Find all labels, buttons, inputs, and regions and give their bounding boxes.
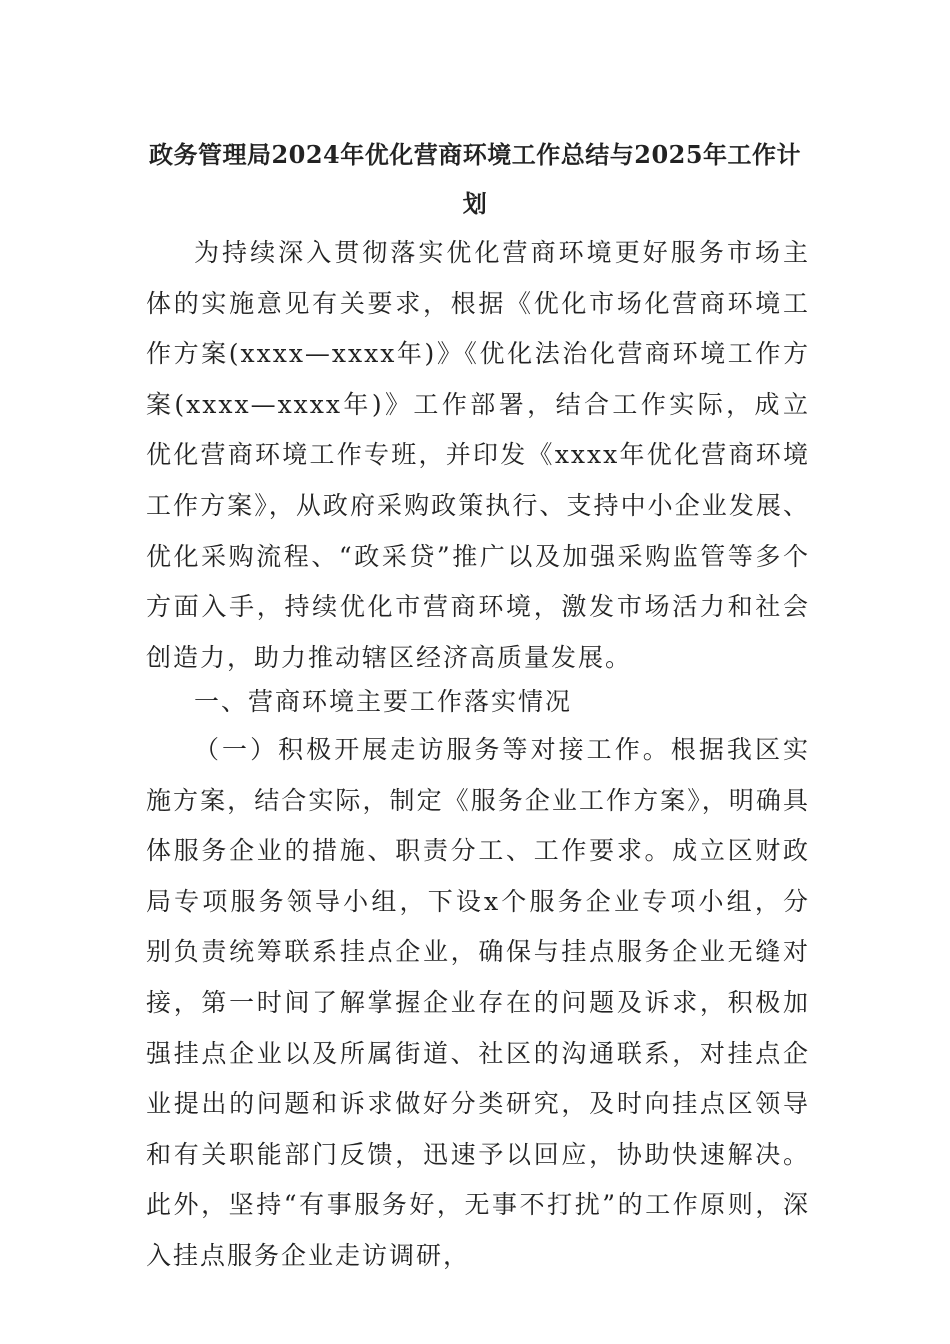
document-title: 政务管理局2024年优化营商环境工作总结与2025年工作计划: [148, 140, 802, 218]
intro-paragraph: 为持续深入贯彻落实优化营商环境更好服务市场主体的实施意见有关要求，根据《优化市场化营商环境工作方案(xxxx—xxxx年)》《优化法治化营商环境工作方案(xxxx—xxxx年)》工作部署，结合工作实际，成立优化营商环境工作专班，并印发《xxxx年优化营商环境工作方案》，从政府采购政策执行、支持中小企业发展、优化采购流程、“政采贷”推广以及加强采购监管等多个方面入手，持续优化市营商环境，激发市场活力和社会创造力，助力推动辖区经济高质量发展。: [146, 238, 810, 672]
section-heading: 一、营商环境主要工作落实情况: [194, 687, 573, 716]
body-paragraph: （一）积极开展走访服务等对接工作。根据我区实施方案，结合实际，制定《服务企业工作方案》，明确具体服务企业的措施、职责分工、工作要求。成立区财政局专项服务领导小组，下设x个服务企业专项小组，分别负责统筹联系挂点企业，确保与挂点服务企业无缝对接，第一时间了解掌握企业存在的问题及诉求，积极加强挂点企业以及所属街道、社区的沟通联系，对挂点企业提出的问题和诉求做好分类研究，及时向挂点区领导和有关职能部门反馈，迅速予以回应，协助快速解决。此外，坚持“有事服务好，无事不打扰”的工作原则，深入挂点服务企业走访调研，: [146, 735, 810, 1270]
